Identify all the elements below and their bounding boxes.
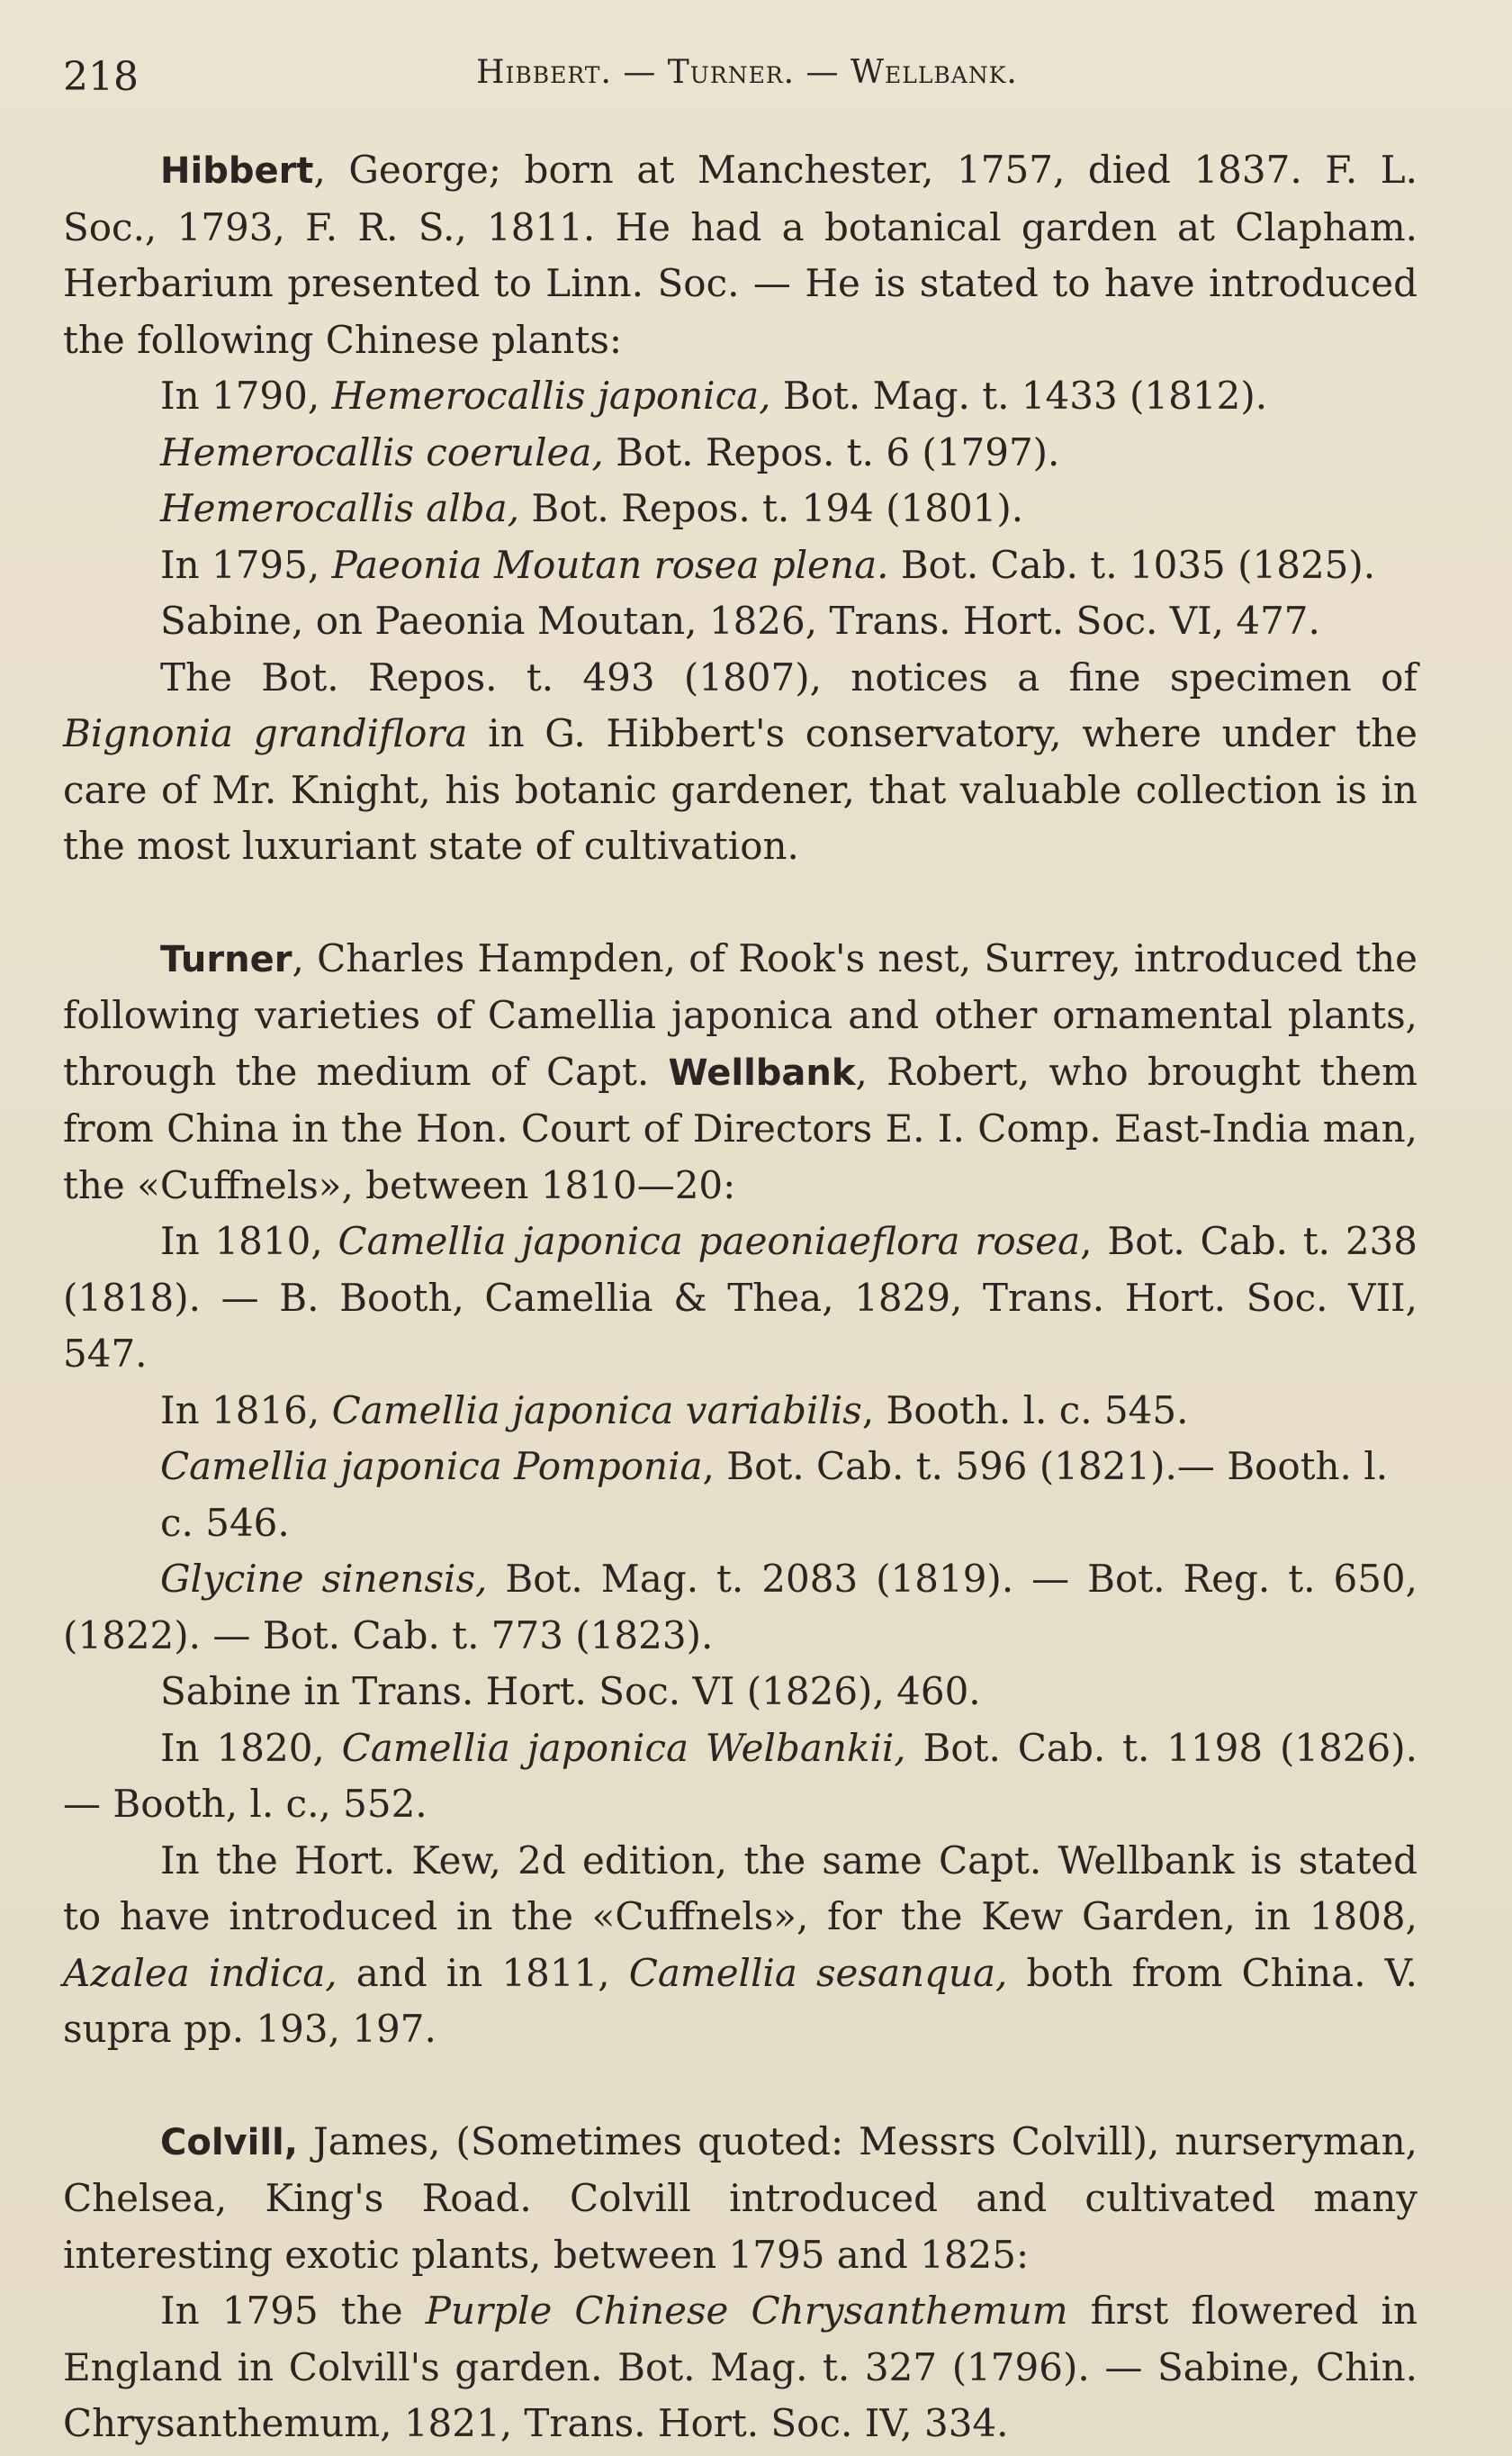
citation-line: In 1810, Camellia japonica paeoniaeflora rosea, Bot. Cab. t. 238 (1818). — B. Booth, Camellia & Thea, 1829, Trans. Hort. Soc. VII, 547. [63,1219,1418,1376]
running-head: Hibbert. — Turner. — Wellbank. [476,54,1018,91]
species-name: Hemerocallis japonica, [331,374,771,418]
species-name: Camellia japonica variabilis [331,1387,862,1432]
entry-paragraph: In 1795 the Purple Chinese Chrysanthemum first flowered in England in Colvill's garden. Bot. Mag. t. 327 (1796). — Sabine, Chin. Chrysanthemum, 1821, Trans. Hort. Soc. IV, 334. [63,2289,1418,2445]
citation-line: Sabine in Trans. Hort. Soc. VI (1826), 460. [160,1669,981,1713]
species-name: Camellia japonica Welbankii, [341,1725,906,1770]
citation-line: In 1795, Paeonia Moutan rosea plena. Bot. Cab. t. 1035 (1825). [160,542,1376,587]
citation-line: Sabine, on Paeonia Moutan, 1826, Trans. Hort. Soc. VI, 477. [160,599,1320,643]
species-name: Hemerocallis coerulea, [160,429,604,474]
entry-name-turner: Turner [160,938,292,980]
entry-separator [63,875,1418,931]
citation-line: Hemerocallis coerulea, Bot. Repos. t. 6 (1797). [160,429,1060,474]
entry-name-hibbert: Hibbert [160,150,314,192]
species-name: Bignonia grandiflora [63,711,468,755]
page-header [63,54,1431,99]
citation-line: In 1820, Camellia japonica Welbankii, Bot. Cab. t. 1198 (1826). — Booth, l. c., 552. [63,1725,1418,1826]
species-name: Camellia japonica paeoniaeflora rosea [338,1219,1081,1263]
page-body [63,142,1418,2452]
entry-name-wellbank: Wellbank [668,1052,856,1094]
citation-line: Glycine sinensis, Bot. Mag. t. 2083 (1819). — Bot. Reg. t. 650, (1822). — Bot. Cab. t. 773 (1823). [63,1557,1418,1657]
citation-line: Hemerocallis alba, Bot. Repos. t. 194 (1801). [160,486,1024,530]
citation-line: In 1790, Hemerocallis japonica, Bot. Mag. t. 1433 (1812). [160,374,1268,418]
entry-colvill-intro: Colvill, James, (Sometimes quoted: Messrs Colvill), nurseryman, Chelsea, King's Road. Colvill introduced and cultivated many interesting exotic plants, between 1795 and 1825: [63,2118,1418,2277]
entry-separator [63,2058,1418,2114]
species-name: Purple Chinese Chrysanthemum [425,2289,1068,2333]
species-name: Azalea indica, [63,1950,338,1995]
citation-line: In 1816, Camellia japonica variabilis, Booth. l. c. 545. [160,1387,1189,1432]
species-name: Camellia japonica Pomponia [160,1444,703,1488]
species-name: Hemerocallis alba, [160,486,520,530]
entry-paragraph: In the Hort. Kew, 2d edition, the same Capt. Wellbank is stated to have introduced in the «Cuffnels», for the Kew Garden, in 1808, Azalea indica, and in 1811, Camellia sesanqua, both from China. V. supra pp. 193, 197. [63,1837,1418,2051]
species-name: Paeonia Moutan rosea plena. [331,542,889,587]
species-name: Glycine sinensis, [160,1557,488,1601]
entry-hibbert-intro: Hibbert, George; born at Manchester, 1757, died 1837. F. L. Soc., 1793, F. R. S., 1811. He had a botanical garden at Clapham. Herbarium presented to Linn. Soc. — He is stated to have introduced the following Chinese plants: [63,148,1418,362]
entry-name-colvill: Colvill, [160,2121,298,2163]
citation-line: Camellia japonica Pomponia, Bot. Cab. t. 596 (1821).— Booth. l. c. 546. [160,1444,1389,1545]
page-number: 218 [63,54,139,100]
entry-paragraph: The Bot. Repos. t. 493 (1807), notices a fine specimen of Bignonia grandiflora in G. Hibbert's conservatory, where under the care of Mr. Knight, his botanic gardener, that valuable collection is in the most luxuriant state of cultivation. [63,655,1418,868]
entry-turner-intro: Turner, Charles Hampden, of Rook's nest, Surrey, introduced the following varieties of Camellia japonica and other ornamental plants, through the medium of Capt. Wellbank, Robert, who brought them from China in the Hon. Court of Directors E. I. Comp. East-India man, the «Cuffnels», between 1810—20: [63,935,1418,1207]
species-name: Camellia sesanqua, [628,1950,1008,1995]
